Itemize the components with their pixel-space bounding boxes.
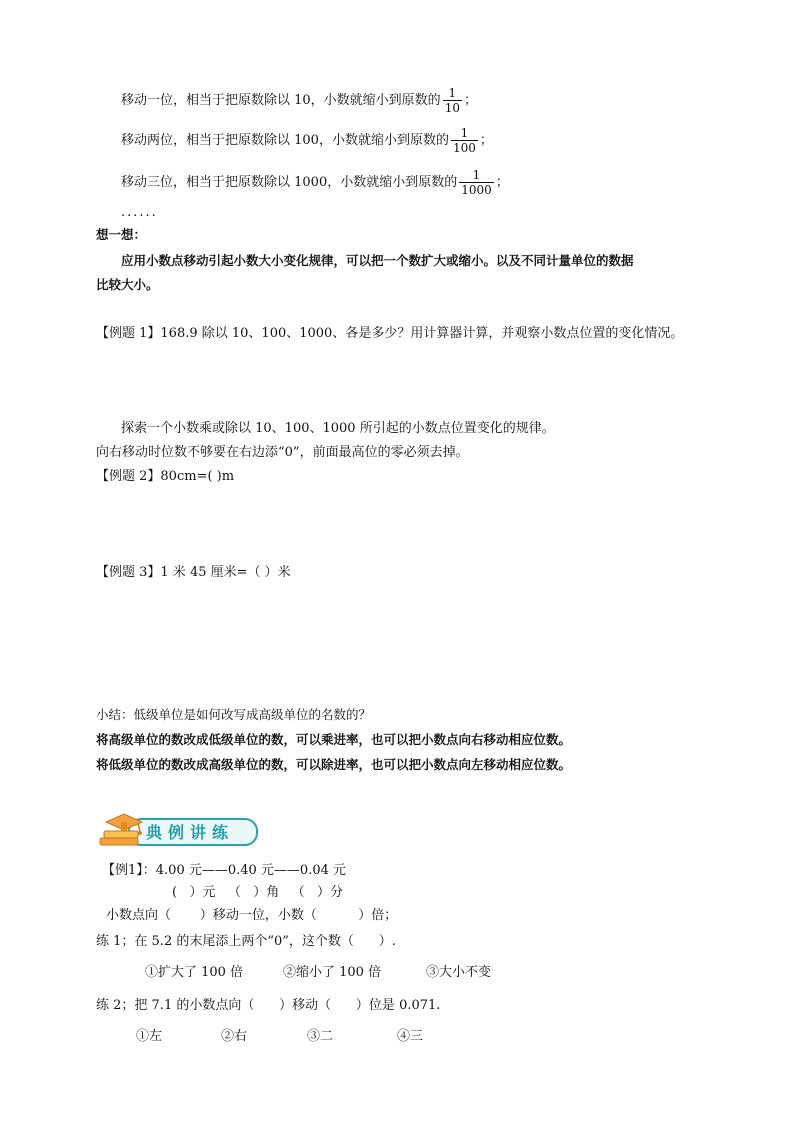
practice-2-option-3: ③二 (307, 1029, 334, 1044)
section-banner (96, 808, 260, 852)
fraction (459, 168, 494, 197)
fraction-denominator: 1000 (461, 183, 492, 197)
fraction-denominator: 100 (452, 141, 476, 155)
example-1: 【例题 1】168.9 除以 10、100、1000、各是多少？用计算器计算，并观察小数点位置的变化情况。 (96, 326, 684, 341)
practice-1-option-1: ①扩大了 100 倍 (145, 965, 244, 980)
fraction-numerator: 1 (443, 86, 462, 101)
example-3: 【例题 3】1 米 45 厘米=（ ）米 (96, 565, 291, 580)
practice-2-option-4: ④三 (397, 1029, 424, 1044)
rule-line-1 (121, 86, 477, 115)
ex1-line-2: ( ）元 （ ）角 （ ）分 (172, 885, 344, 900)
ellipsis: ...... (121, 205, 158, 220)
fraction-numerator: 1 (451, 126, 478, 141)
practice-1-question: 练 1；在 5.2 的末尾添上两个“0”，这个数（ ）. (96, 934, 396, 949)
rule-line-3 (121, 168, 509, 197)
summary-line-2: 将低级单位的数改成高级单位的数，可以除进率，也可以把小数点向左移动相应位数。 (96, 757, 572, 772)
note-text: 向右移动时位数不够要在右边添“0”，前面最高位的零必须去掉。 (96, 445, 469, 460)
practice-1-option-2: ②缩小了 100 倍 (283, 965, 382, 980)
rule-text: 移动两位，相当于把原数除以 100，小数就缩小到原数的 (121, 133, 449, 148)
ex1-line-3: 小数点向（ ）移动一位，小数（ ）倍； (106, 908, 398, 923)
practice-1-option-3: ③大小不变 (426, 965, 492, 980)
practice-2-option-2: ②右 (221, 1029, 248, 1044)
ex1-line-1: 【例1】：4.00 元——0.40 元——0.04 元 (102, 863, 347, 878)
fraction-denominator: 10 (444, 101, 460, 115)
fraction (451, 126, 478, 155)
practice-2-option-1: ①左 (136, 1029, 163, 1044)
explore-text: 探索一个小数乘或除以 10、100、1000 所引起的小数点位置变化的规律。 (121, 421, 555, 436)
example-2: 【例题 2】80cm=( )m (96, 469, 235, 484)
rule-end: ； (495, 175, 509, 190)
rule-line-2 (121, 126, 493, 155)
think-line-1: 应用小数点移动引起小数大小变化规律，可以把一个数扩大或缩小。以及不同计量单位的数据 (121, 253, 634, 268)
summary-line-1: 将高级单位的数改成低级单位的数，可以乘进率，也可以把小数点向右移动相应位数。 (96, 732, 572, 747)
summary-title: 小结：低级单位是如何改写成高级单位的名数的？ (96, 707, 372, 722)
rule-end: ； (479, 133, 493, 148)
think-line-2: 比较大小。 (96, 277, 159, 292)
think-title: 想一想： (96, 227, 147, 242)
rule-text: 移动一位，相当于把原数除以 10，小数就缩小到原数的 (121, 93, 441, 108)
fraction (443, 86, 462, 115)
banner-title: 典例讲练 (146, 823, 235, 842)
rule-text: 移动三位，相当于把原数除以 1000，小数就缩小到原数的 (121, 175, 458, 190)
practice-2-question: 练 2；把 7.1 的小数点向（ ）移动（ ）位是 0.071. (96, 998, 441, 1013)
fraction-numerator: 1 (459, 168, 494, 183)
rule-end: ； (463, 93, 477, 108)
